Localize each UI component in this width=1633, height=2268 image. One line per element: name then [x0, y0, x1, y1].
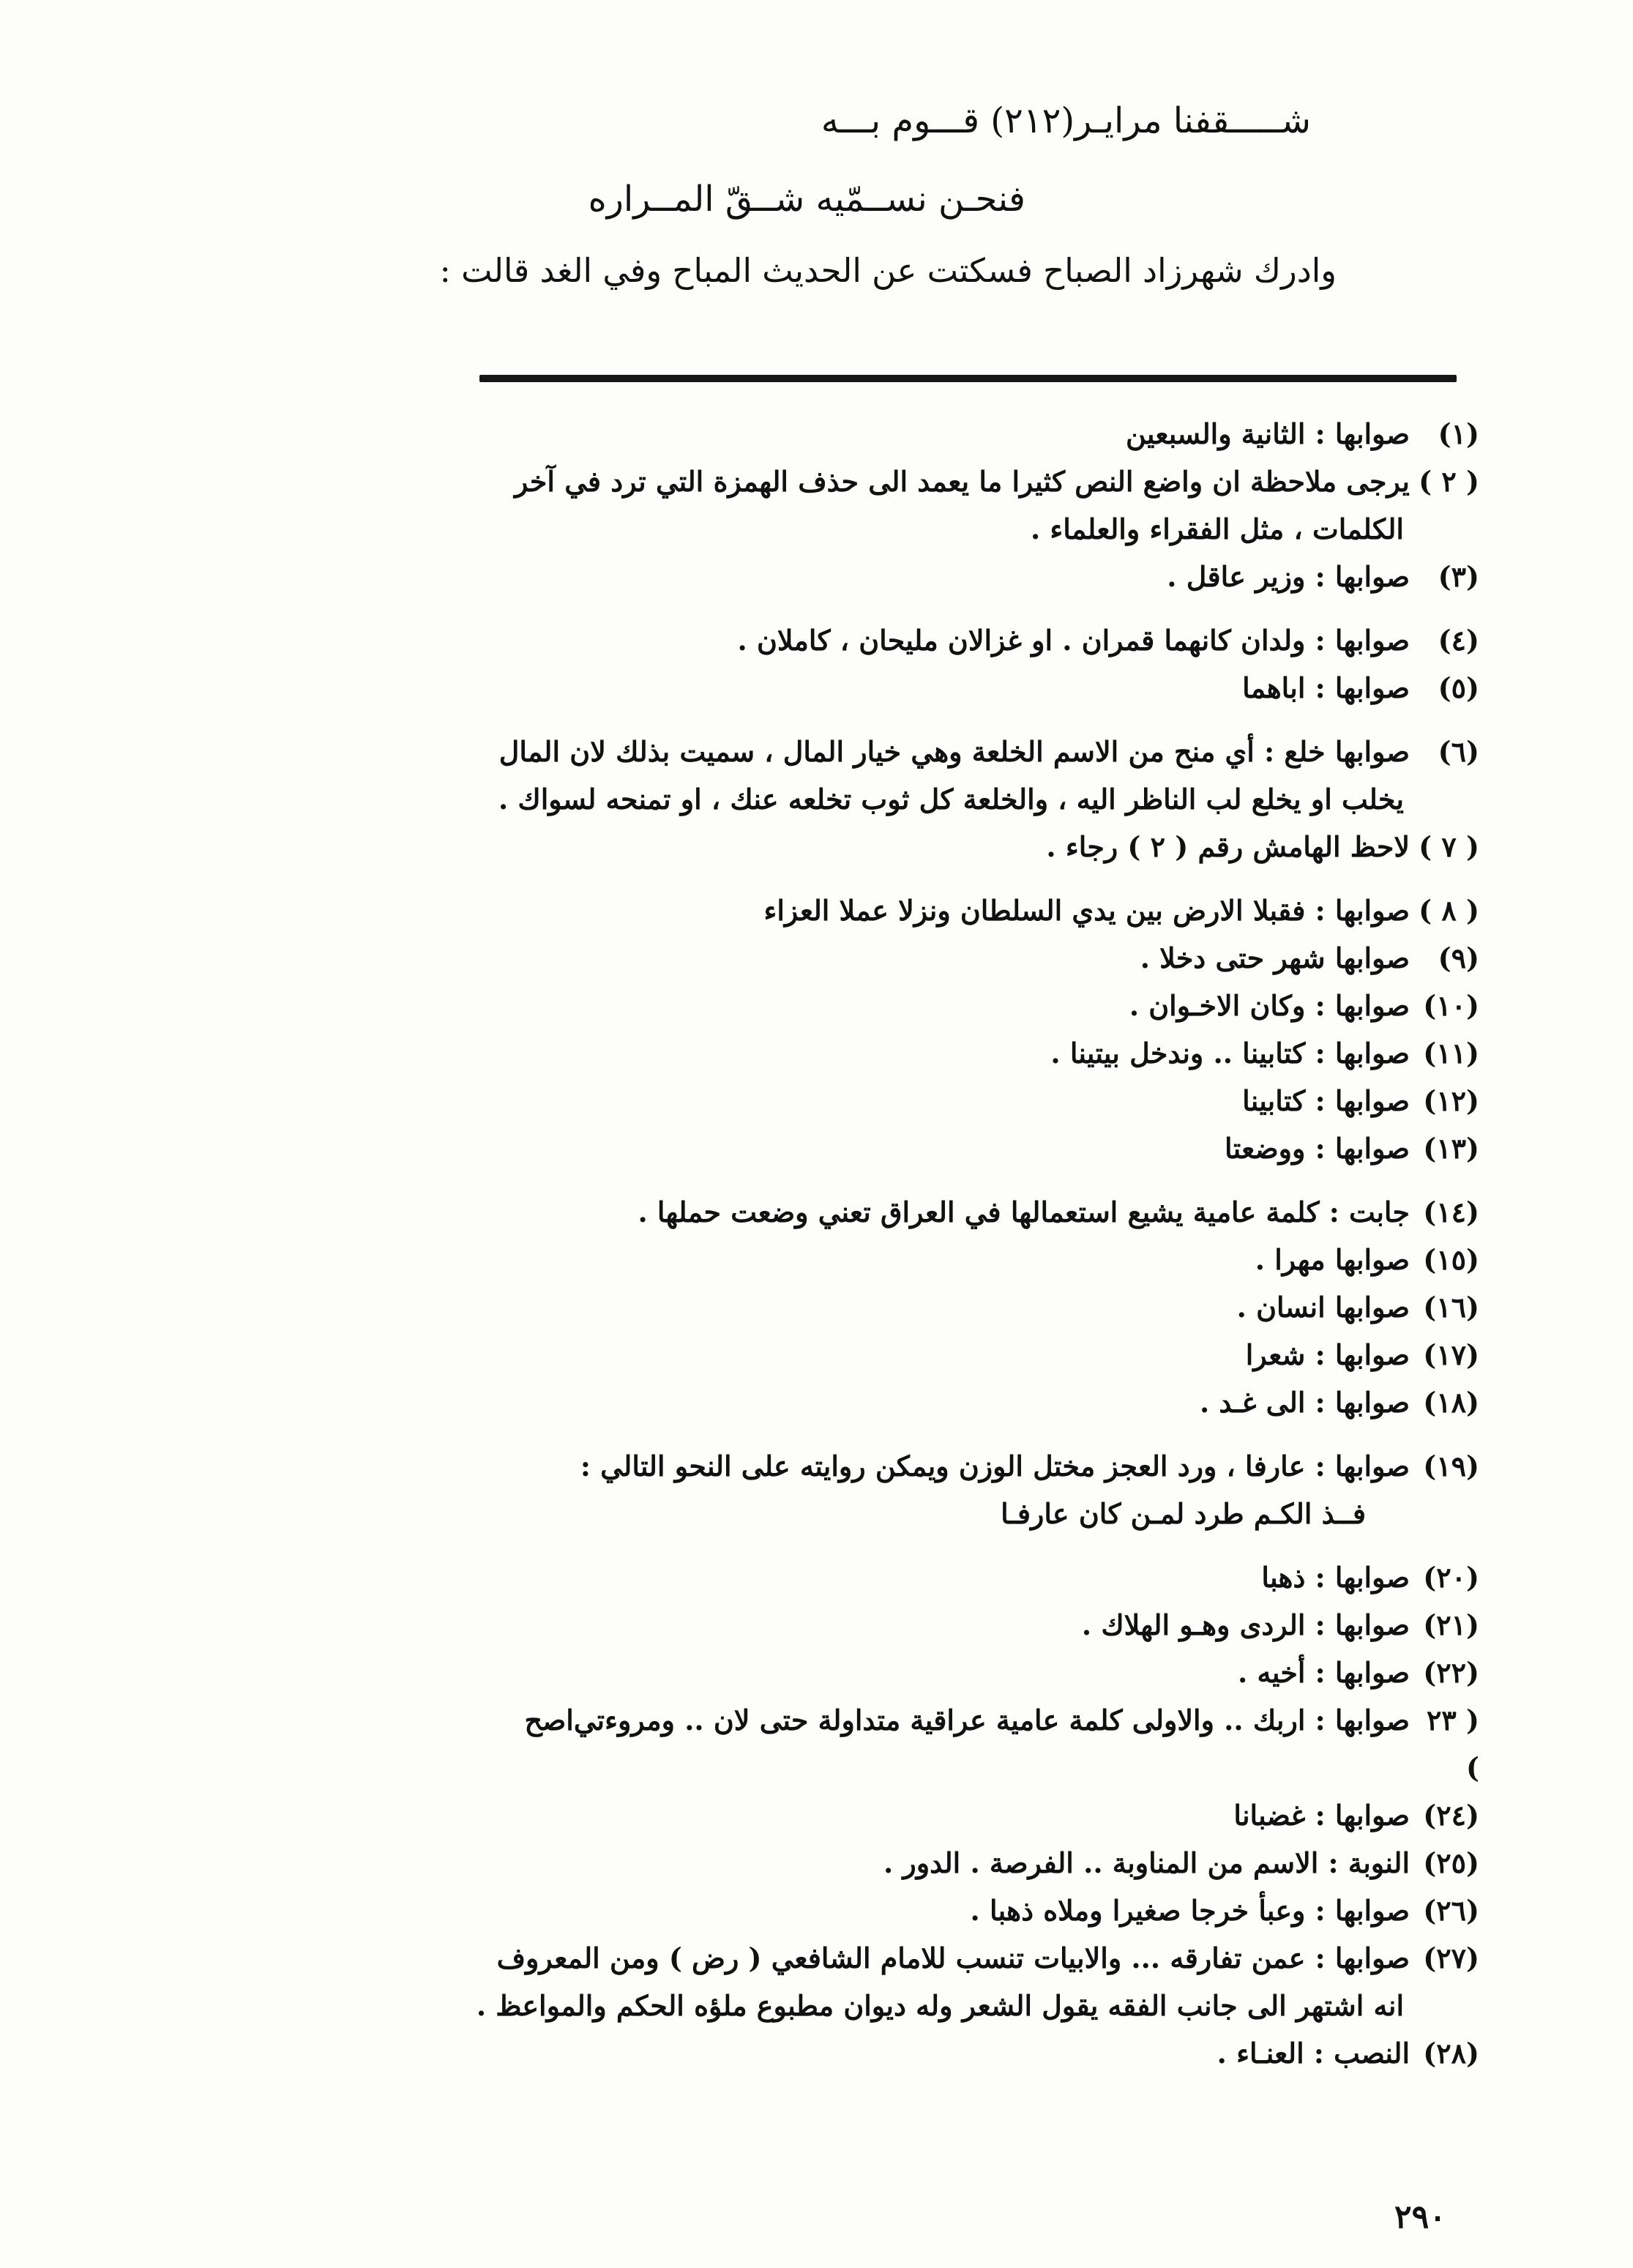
footnote [191, 1236, 1479, 1283]
footnote [191, 934, 1479, 982]
footnote-number: ( ٨ ) [1419, 894, 1479, 927]
footnote-number: (١٤) [1423, 1195, 1479, 1228]
footnote-text: صوابها شهر حتى دخلا . [1140, 941, 1410, 974]
verse-line-1: شـــــقفنا مرايـر(٢١٢) قـــوم بـــه [821, 100, 1311, 141]
footnote-text: لاحظ الهامش رقم ( ٢ ) رجاء . [1046, 830, 1410, 863]
footnote-text: صوابها : ذهبا [1261, 1561, 1410, 1594]
footnote [191, 1283, 1479, 1331]
footnote-number: (٢٠) [1423, 1561, 1479, 1594]
footnote-number: (٢٧) [1423, 1941, 1479, 1974]
footnote-number: (٤) [1438, 624, 1479, 657]
footnote-text: صوابها : وعبأ خرجا صغيرا وملاه ذهبا . [970, 1894, 1410, 1927]
footnote [191, 982, 1479, 1029]
footnote-text: صوابها : كتابينا [1242, 1084, 1410, 1117]
footnote [191, 728, 1479, 823]
footnote-number: (٢٤) [1423, 1799, 1479, 1832]
footnote [191, 553, 1479, 600]
footnote [191, 1887, 1479, 1934]
footnote-number: (٩) [1438, 941, 1479, 974]
footnote-number: (١٩) [1423, 1450, 1479, 1482]
footnote-text: صوابها : الثانية والسبعين [1125, 417, 1410, 450]
footnote-continuation: الكلمات ، مثل الفقراء والعلماء . [1030, 512, 1404, 545]
separator-rule [479, 375, 1457, 382]
footnote-number: ( ٢ ) [1419, 465, 1479, 498]
footnote-text: صوابها : ووضعتا [1225, 1132, 1410, 1165]
footnote [191, 664, 1479, 712]
footnote-text: صوابها مهرا . [1255, 1243, 1410, 1276]
footnote-number: (٢٨) [1423, 2037, 1479, 2070]
footnote [191, 1331, 1479, 1379]
footnote-number: (١٧) [1423, 1338, 1479, 1371]
footnote-text: جابت : كلمة عامية يشيع استعمالها في العراق تعني وضعت حملها . [638, 1195, 1410, 1228]
footnote [191, 1188, 1479, 1236]
footnote [191, 1553, 1479, 1601]
footnote-continuation: انه اشتهر الى جانب الفقه يقول الشعر وله ديوان مطبوع ملؤه الحكم والمواعظ . [476, 1989, 1404, 2022]
footnote-number: (١١) [1423, 1037, 1479, 1070]
footnote-number: (١٢) [1423, 1084, 1479, 1117]
footnote [191, 823, 1479, 870]
footnote-number: (٢٢) [1423, 1656, 1479, 1689]
footnote-text: النوبة : الاسم من المناوبة .. الفرصة . الدور . [883, 1846, 1410, 1879]
footnote [191, 1696, 1479, 1791]
footnote-text: صوابها خلع : أي منح من الاسم الخلعة وهي خيار المال ، سميت بذلك لان المال [498, 735, 1410, 768]
footnote-number: (١٠) [1423, 989, 1479, 1022]
footnote-number: (٢٦) [1423, 1894, 1479, 1927]
footnote-text: صوابها : اربك .. والاولى كلمة عامية عراقية متداولة حتى لان .. ومروءتي‌اصح [524, 1704, 1410, 1737]
footnote-text: صوابها : أخيه . [1238, 1656, 1410, 1689]
footnote-text: صوابها : كتابينا .. وندخل بيتينا . [1050, 1037, 1410, 1070]
footnote [191, 1934, 1479, 2029]
footnote-number: (١٣) [1423, 1132, 1479, 1165]
footnote [191, 1029, 1479, 1077]
footnote [191, 1442, 1479, 1537]
footnote-text: صوابها : عمن تفارقه ... والابيات تنسب للامام الشافعي ( رض ) ومن المعروف [496, 1941, 1410, 1974]
footnote-text: صوابها : فقبلا الارض بين يدي السلطان ونزلا عملا العزاء [763, 894, 1410, 927]
footnote [191, 458, 1479, 553]
footnote-number: ( ٧ ) [1419, 830, 1479, 863]
footnote [191, 1791, 1479, 1839]
footnote [191, 1077, 1479, 1124]
footnote-text: صوابها : شعرا [1245, 1338, 1410, 1371]
footnote-text: صوابها : الى غـد . [1199, 1386, 1410, 1419]
footnote-text: صوابها انسان . [1236, 1291, 1410, 1324]
footnote-number: (٢١) [1423, 1608, 1479, 1641]
footnotes-list [191, 410, 1479, 2077]
footnote-number: (٣) [1438, 560, 1479, 593]
footnote-text: صوابها : وزير عاقل . [1167, 560, 1410, 593]
footnote-number: (١) [1438, 417, 1479, 450]
footnote-text: صوابها : الردى وهـو الهلاك . [1081, 1608, 1410, 1641]
footnote [191, 2029, 1479, 2077]
footnote-text: صوابها : اباهما [1242, 671, 1410, 704]
verse-line-2: فنحـن نســمّيه شــقّ المــراره [588, 179, 1025, 220]
footnote [191, 410, 1479, 458]
footnote-text: يرجى ملاحظة ان واضع النص كثيرا ما يعمد الى حذف الهمزة التي ترد في آخر [514, 465, 1410, 498]
footnote-number: (١٨) [1423, 1386, 1479, 1419]
footnote-text: صوابها : ولدان كانهما قمران . او غزالان مليحان ، كاملان . [737, 624, 1410, 657]
footnote-text: صوابها : عارفا ، ورد العجز مختل الوزن ويمكن روايته على النحو التالي : [580, 1450, 1410, 1482]
footnote [191, 1379, 1479, 1426]
footnote-text: صوابها : غضبانا [1233, 1799, 1410, 1832]
footnote-number: (٦) [1438, 735, 1479, 768]
footnote [191, 1649, 1479, 1696]
footnote [191, 1601, 1479, 1649]
footnote-continuation: فــذ الكـم طرد لمـن كان عارفـا [1001, 1497, 1366, 1530]
footnote [191, 1124, 1479, 1172]
footnote-number: (١٥) [1423, 1243, 1479, 1276]
footnote-number: ( ٢٣ ) [1426, 1704, 1479, 1784]
footnote-continuation: يخلب او يخلع لب الناظر اليه ، والخلعة كل ثوب تخلعه عنك ، او تمنحه لسواك . [498, 783, 1404, 816]
footnote-number: (٢٥) [1423, 1846, 1479, 1879]
prose-line: وادرك شهرزاد الصباح فسكتت عن الحديث المباح وفي الغد قالت : [439, 251, 1337, 290]
footnote-number: (١٦) [1423, 1291, 1479, 1324]
footnote [191, 1839, 1479, 1887]
footnote-text: النصب : العنـاء . [1217, 2037, 1410, 2070]
footnote-number: (٥) [1438, 671, 1479, 704]
footnote-text: صوابها : وكان الاخـوان . [1129, 989, 1410, 1022]
footnote [191, 887, 1479, 934]
footnote [191, 616, 1479, 664]
page-number: ٢٩٠ [1394, 2198, 1446, 2236]
